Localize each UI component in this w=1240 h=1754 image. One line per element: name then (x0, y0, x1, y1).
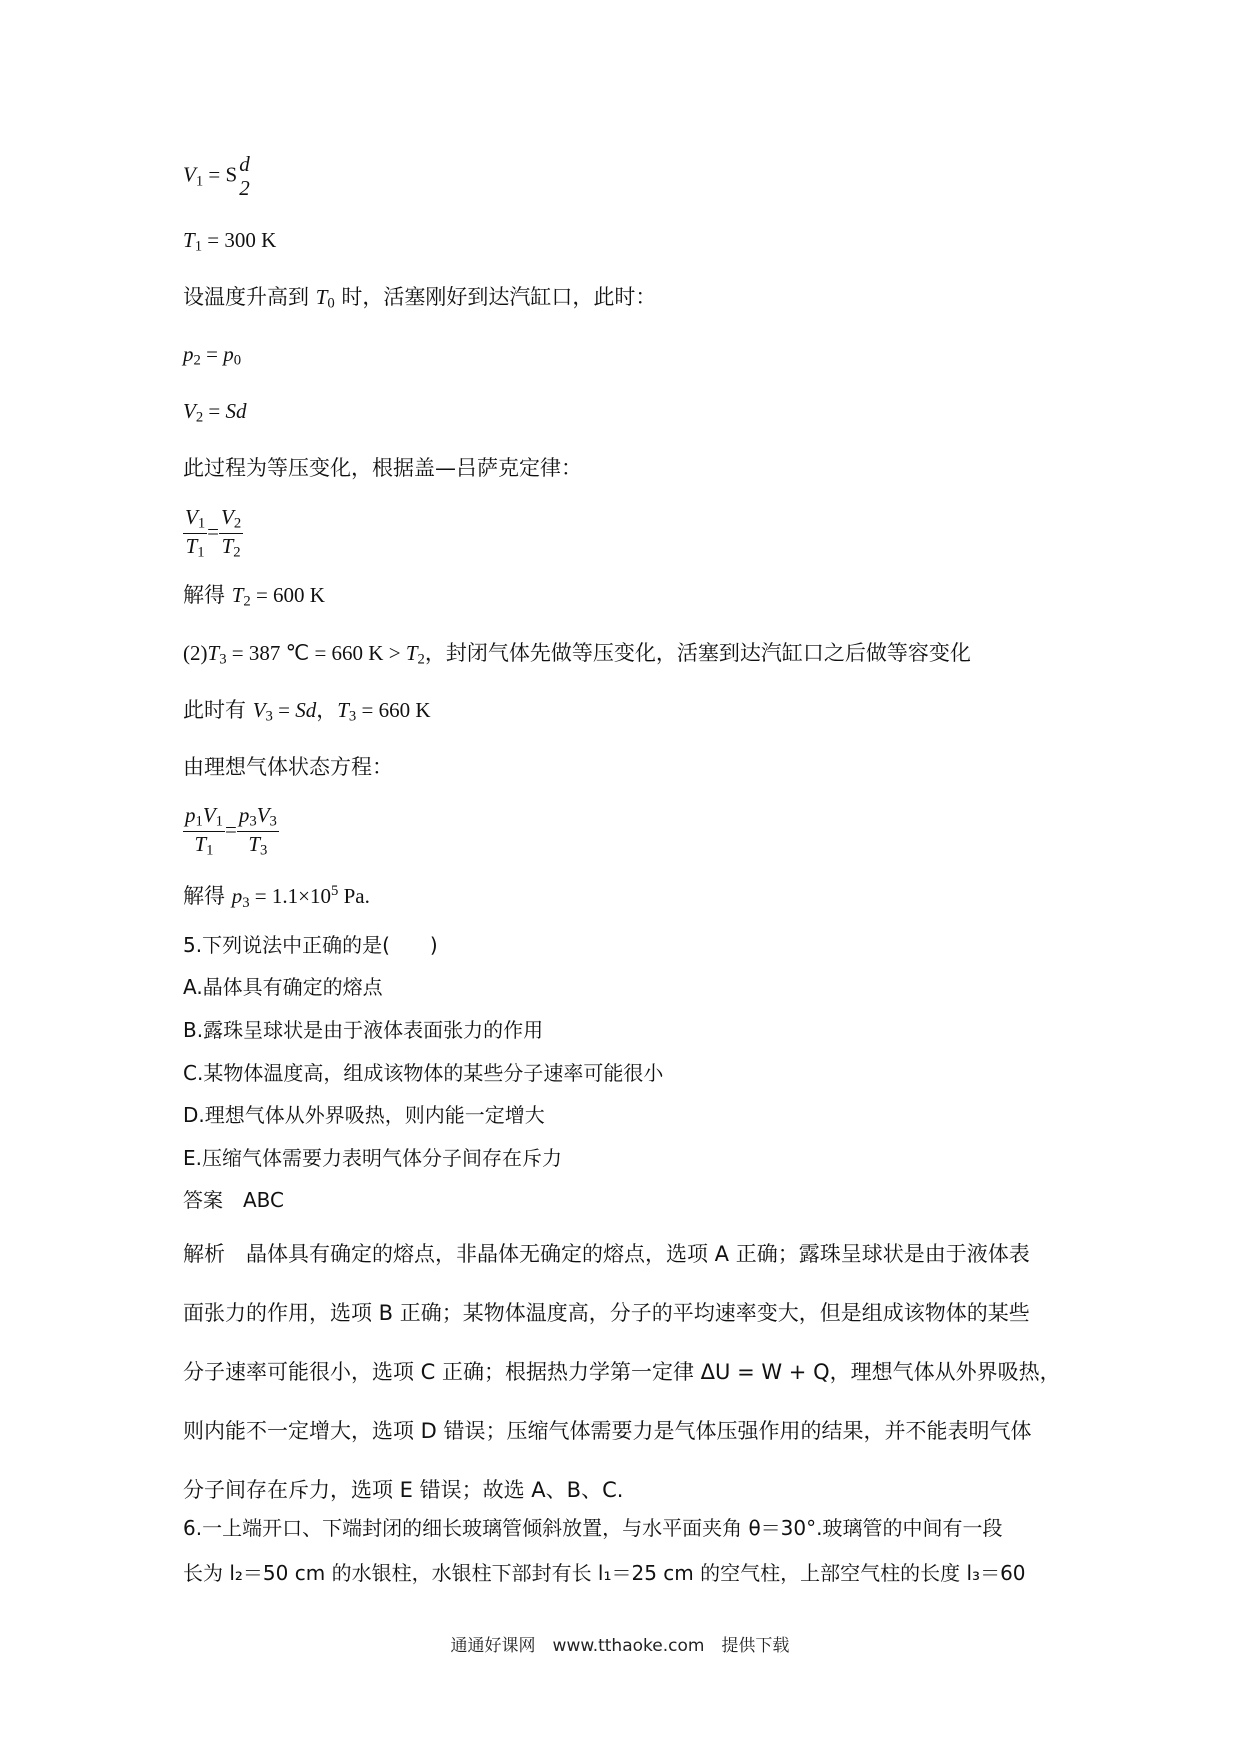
option-e: E.压缩气体需要力表明气体分子间存在斥力 (183, 1146, 562, 1170)
text-ideal-gas: 由理想气体状态方程： (183, 755, 393, 779)
numerator (237, 803, 279, 832)
value: = 600 K (250, 583, 325, 607)
subscript: 1 (215, 813, 224, 830)
value: Sd (295, 698, 317, 722)
equals: = (203, 399, 226, 423)
text-solve-t2 (183, 585, 325, 609)
question-6-line-1: 6.一上端开口、下端封闭的细长玻璃管倾斜放置，与水平面夹角 θ＝30°.玻璃管的中间有一段 (183, 1516, 1003, 1540)
subscript: 2 (193, 352, 201, 369)
var-t: T (231, 583, 244, 607)
var: p (238, 803, 250, 827)
equation-v1 (183, 152, 252, 200)
var: p (185, 803, 196, 827)
var-v: V (252, 698, 266, 722)
subscript: 2 (195, 409, 204, 426)
var: T (194, 831, 207, 856)
equation-v2 (183, 401, 247, 425)
subscript: 2 (243, 593, 251, 610)
subscript: 3 (348, 708, 357, 725)
var-v: V (183, 162, 196, 187)
subscript: 3 (249, 813, 257, 830)
var: V (256, 803, 270, 827)
text-state-3 (183, 700, 431, 724)
var: V (185, 505, 198, 529)
answer: 答案 ABC (183, 1188, 285, 1212)
var: T (185, 533, 198, 558)
subscript: 3 (269, 813, 277, 830)
option-a: A.晶体具有确定的熔点 (183, 975, 383, 999)
analysis-line: 分子速率可能很小，选项 C 正确；根据热力学第一定律 ΔU = W + Q，理想气体从外界吸热， (183, 1360, 1061, 1384)
unit: Pa. (338, 884, 370, 909)
var-t: T (183, 228, 195, 252)
subscript: 3 (219, 651, 227, 668)
equals-s: = S (203, 162, 238, 187)
equation-t1 (183, 230, 276, 254)
subscript: 0 (327, 295, 335, 312)
subscript: 2 (233, 544, 241, 561)
var-t: T (337, 698, 349, 722)
var-t: T (207, 641, 220, 665)
subscript: 1 (194, 238, 203, 255)
var: T (248, 831, 261, 856)
subscript: 1 (197, 515, 206, 532)
numerator (219, 505, 243, 534)
equals: = (200, 342, 224, 366)
value: = 300 K (202, 228, 277, 252)
text-isobaric: 此过程为等压变化，根据盖—吕萨克定律： (183, 456, 582, 480)
denominator: 2 (239, 176, 250, 201)
denominator (219, 534, 243, 562)
subscript: 1 (206, 842, 214, 859)
value: = 1.1×10 (249, 884, 331, 909)
superscript: 5 (330, 883, 339, 899)
text: 解得 (183, 583, 232, 607)
analysis-line: 则内能不一定增大，选项 D 错误；压缩气体需要力是气体压强作用的结果，并不能表明气体 (183, 1419, 1032, 1443)
text-solve-p3 (183, 884, 370, 910)
question-6-line-2: 长为 l₂＝50 cm 的水银柱，水银柱下部封有长 l₁＝25 cm 的空气柱，上部空气柱的长度 l₃＝60 (183, 1561, 1026, 1585)
fraction-p1v1-t1 (183, 803, 225, 859)
subscript: 1 (197, 544, 205, 561)
fraction-p3v3-t3 (237, 803, 279, 859)
equals: = (225, 817, 237, 842)
text: 解得 (183, 884, 232, 909)
var-t: T (405, 641, 418, 665)
subscript: 2 (417, 651, 425, 668)
numerator: d (239, 152, 250, 176)
var: V (221, 505, 234, 529)
var-p: p (231, 884, 243, 909)
equals: = (207, 519, 220, 544)
value: Sd (225, 399, 247, 423)
subscript: 3 (260, 842, 268, 859)
fraction-v2-t2 (219, 505, 243, 561)
subscript: 0 (233, 352, 242, 369)
analysis-line: 面张力的作用，选项 B 正确；某物体温度高，分子的平均速率变大，但是组成该物体的某些 (183, 1301, 1030, 1325)
fraction-v1-t1 (183, 505, 207, 561)
fraction-d-over-2 (237, 152, 252, 200)
text: = 387 ℃ = 660 K > (226, 641, 406, 665)
option-b: B.露珠呈球状是由于液体表面张力的作用 (183, 1018, 544, 1042)
var-v: V (183, 399, 196, 423)
option-c: C.某物体温度高，组成该物体的某些分子速率可能很小 (183, 1061, 664, 1085)
var: T (221, 533, 234, 558)
equals: = (272, 698, 296, 722)
subscript: 3 (242, 894, 250, 911)
var-t: T (315, 285, 328, 309)
denominator (183, 832, 225, 860)
question-5-stem: 5.下列说法中正确的是( ) (183, 933, 438, 957)
page-footer: 通通好课网 www.tthaoke.com 提供下载 (450, 1636, 790, 1656)
denominator (183, 534, 207, 562)
text: 此时有 (183, 698, 253, 722)
text-part-2 (183, 643, 971, 667)
text: ，封闭气体先做等压变化，活塞到达汽缸口之后做等容变化 (424, 641, 971, 665)
numerator (183, 505, 207, 534)
subscript: 3 (265, 708, 273, 725)
text: 时，活塞刚好到达汽缸口，此时： (334, 285, 657, 309)
equation-p2 (183, 344, 241, 368)
subscript: 1 (195, 813, 203, 830)
numerator (183, 803, 225, 832)
equation-gay-lussac (183, 505, 243, 561)
text: (2) (183, 641, 208, 665)
var-p: p (183, 342, 194, 366)
analysis-paragraph (183, 1225, 1063, 1520)
value: = 660 K (356, 698, 431, 722)
analysis-line: 解析 晶体具有确定的熔点，非晶体无确定的熔点，选项 A 正确；露珠呈球状是由于液体表 (183, 1242, 1030, 1266)
denominator (237, 832, 279, 860)
option-d: D.理想气体从外界吸热，则内能一定增大 (183, 1103, 545, 1127)
var-p: p (223, 342, 234, 366)
comma: ， (316, 698, 338, 722)
subscript: 1 (195, 173, 204, 190)
var: V (202, 803, 216, 827)
text-set-temperature (183, 287, 656, 311)
equation-ideal-gas (183, 803, 279, 859)
text: 设温度升高到 (183, 285, 316, 309)
subscript: 2 (233, 515, 242, 532)
analysis-line: 分子间存在斥力，选项 E 错误；故选 A、B、C. (183, 1478, 624, 1502)
